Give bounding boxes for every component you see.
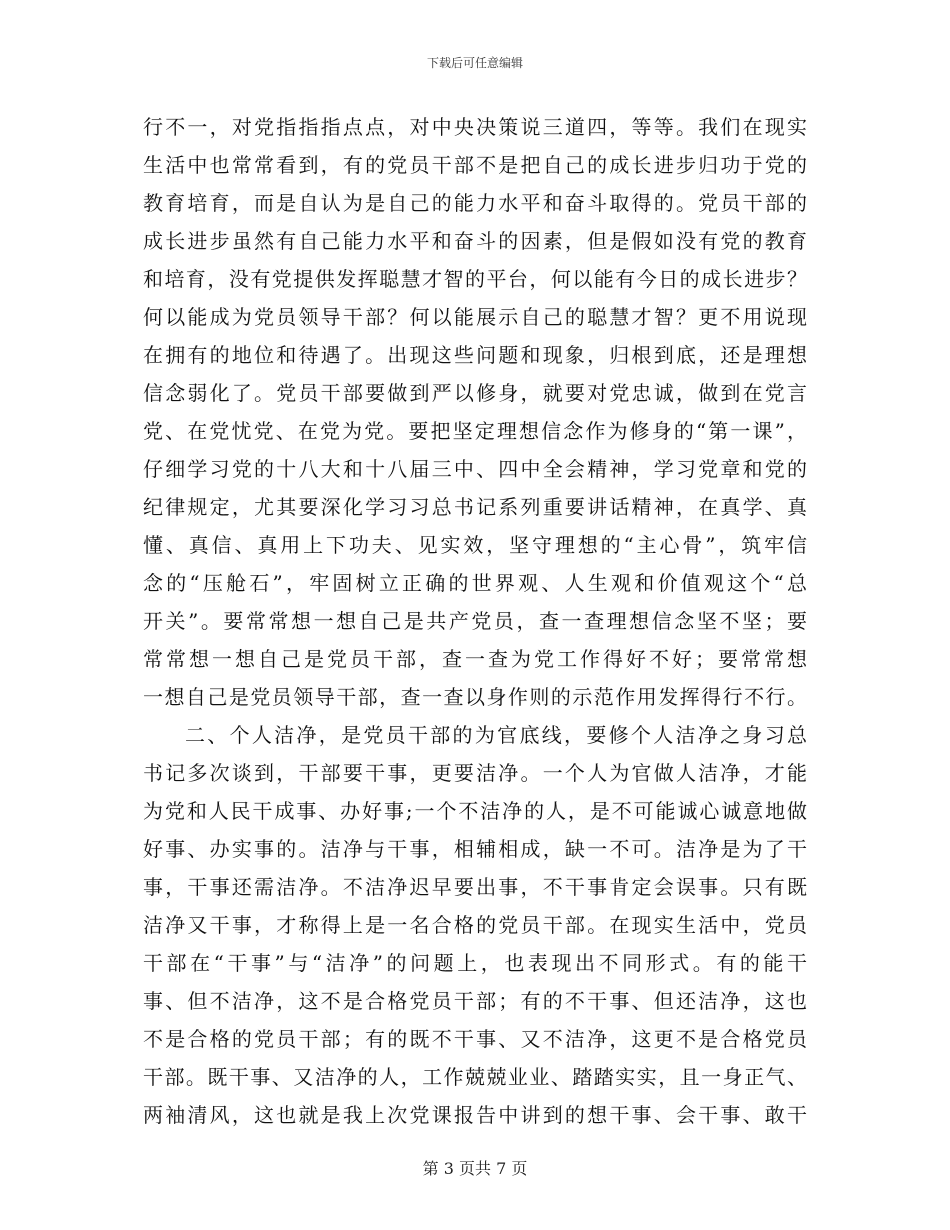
text-line: 干部在“干事”与“洁净”的问题上，也表现出不同形式。有的能干 [143,951,807,975]
text-line: 念的“压舱石”，牢固树立正确的世界观、人生观和价值观这个“总 [143,571,807,595]
text-line: 何以能成为党员领导干部？何以能展示自己的聪慧才智？更不用说现 [143,305,807,329]
text-line: 不是合格的党员干部；有的既不干事、又不洁净，这更不是合格党员 [143,1027,807,1051]
text-line: 好事、办实事的。洁净与干事，相辅相成，缺一不可。洁净是为了干 [143,837,807,861]
text-line: 党、在党忧党、在党为党。要把坚定理想信念作为修身的“第一课”， [143,419,807,443]
text-line: 常常想一想自己是党员干部，查一查为党工作得好不好；要常常想 [143,647,807,671]
text-line: 事、但不洁净，这不是合格党员干部；有的不干事、但还洁净，这也 [143,989,807,1013]
page-header-note: 下载后可任意编辑 [426,56,523,70]
text-line: 懂、真信、真用上下功夫、见实效，坚守理想的“主心骨”，筑牢信 [143,533,807,557]
text-line: 干部。既干事、又洁净的人，工作兢兢业业、踏踏实实，且一身正气、 [143,1065,807,1089]
document-body [143,108,807,1134]
text-line: 洁净又干事，才称得上是一名合格的党员干部。在现实生活中，党员 [143,913,807,937]
paragraph-start-line: 二、个人洁净，是党员干部的为官底线，要修个人洁净之身习总 [185,723,807,747]
text-line: 书记多次谈到，干部要干事，更要洁净。一个人为官做人洁净，才能 [143,761,807,785]
text-line: 两袖清风，这也就是我上次党课报告中讲到的想干事、会干事、敢干 [143,1103,807,1127]
text-line: 为党和人民干成事、办好事;一个不洁净的人，是不可能诚心诚意地做 [143,799,807,823]
text-line: 仔细学习党的十八大和十八届三中、四中全会精神，学习党章和党的 [143,457,807,481]
text-line: 行不一，对党指指指点点，对中央决策说三道四，等等。我们在现实 [143,115,807,139]
text-line: 一想自己是党员领导干部，查一查以身作则的示范作用发挥得行不行。 [143,685,807,709]
text-line: 教育培育，而是自认为是自己的能力水平和奋斗取得的。党员干部的 [143,191,807,215]
text-line: 开关”。要常常想一想自己是共产党员，查一查理想信念坚不坚；要 [143,609,807,633]
text-line: 在拥有的地位和待遇了。出现这些问题和现象，归根到底，还是理想 [143,343,807,367]
text-line: 生活中也常常看到，有的党员干部不是把自己的成长进步归功于党的 [143,153,807,177]
text-line: 和培育，没有党提供发挥聪慧才智的平台，何以能有今日的成长进步？ [143,267,807,291]
page-number-footer: 第 3 页共 7 页 [422,1159,528,1178]
text-line: 纪律规定，尤其要深化学习习总书记系列重要讲话精神，在真学、真 [143,495,807,519]
text-line: 信念弱化了。党员干部要做到严以修身，就要对党忠诚，做到在党言 [143,381,807,405]
text-line: 事，干事还需洁净。不洁净迟早要出事，不干事肯定会误事。只有既 [143,875,807,899]
text-line: 成长进步虽然有自己能力水平和奋斗的因素，但是假如没有党的教育 [143,229,807,253]
